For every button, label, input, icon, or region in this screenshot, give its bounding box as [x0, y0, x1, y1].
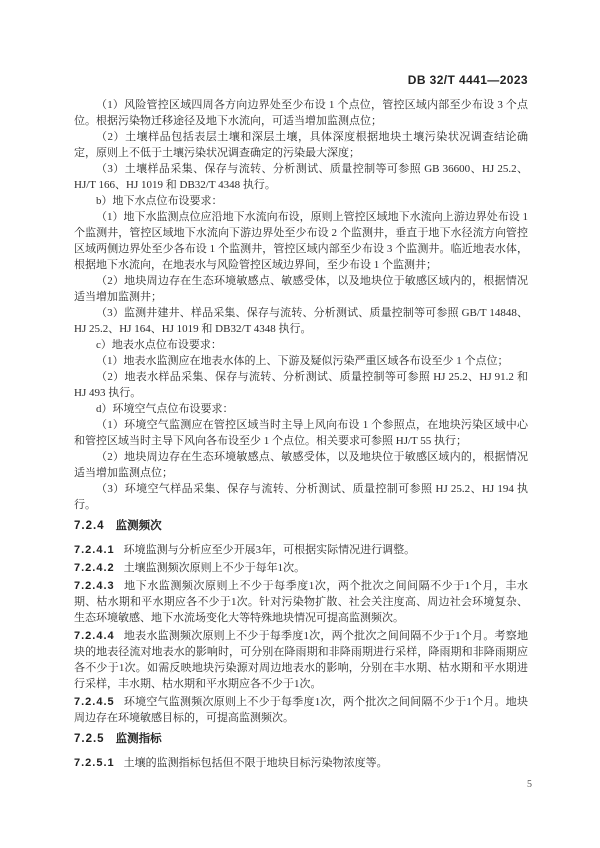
- section-heading-7-2-5: [74, 731, 528, 748]
- section-title: 监测频次: [115, 520, 162, 532]
- section-heading-7-2-4: [74, 518, 528, 535]
- list-item: （1）风险管控区域四周各方向边界处至少布设 1 个点位，管控区域内部至少布设 3 个点位。根据污染物迁移途径及地下水流向，可适当增加监测点位；: [74, 99, 528, 127]
- clause-7-2-4-2: [74, 560, 528, 576]
- page-number: 5: [527, 779, 532, 790]
- list-item: c）地表水点位布设要求：: [96, 339, 222, 351]
- list-item: （1）环境空气监测应在管控区域当时主导上风向布设 1 个参照点，在地块污染区域中心和管控区域当时主导下风向各布设至少 1 个点位。相关要求可参照 HJ/T 55 执行；: [74, 419, 528, 447]
- clause-text: 土壤监测频次原则上不少于每年1次。: [123, 562, 306, 574]
- clause-7-2-4-4: [74, 628, 528, 692]
- section-title: 监测指标: [115, 733, 162, 745]
- section-number: 7.2.4: [74, 520, 105, 532]
- clause-text: 环境监测与分析应至少开展3年，可根据实际情况进行调整。: [123, 544, 416, 556]
- list-item: b）地下水点位布设要求：: [96, 195, 223, 207]
- clause-number: 7.2.4.3: [74, 580, 115, 592]
- list-item: （3）环境空气样品采集、保存与流转、分析测试、质量控制可参照 HJ 25.2、HJ 194 执行。: [74, 483, 528, 511]
- clause-7-2-4-3: [74, 578, 528, 626]
- clause-text: 土壤的监测指标包括但不限于地块目标污染物浓度等。: [123, 757, 388, 769]
- list-item: （2）地块周边存在生态环境敏感点、敏感受体，以及地块位于敏感区域内的，根据情况适当增加监测点位；: [74, 451, 528, 479]
- clause-text: 地下水监测频次原则上不少于每季度1次，两个批次之间间隔不少于1个月，丰水期、枯水期和平水期应各不少于1次。针对污染物扩散、社会关注度高、周边社会环境复杂、生态环境敏感、地下水流场变化大等特殊地块情况可提高监测频次。: [74, 580, 528, 624]
- list-item: （1）地表水监测应在地表水体的上、下游及疑似污染严重区域各布设至少 1 个点位；: [96, 355, 509, 367]
- list-item: d）环境空气点位布设要求：: [96, 403, 234, 415]
- clause-number: 7.2.5.1: [74, 757, 115, 769]
- clause-7-2-4-1: [74, 542, 528, 558]
- clause-7-2-4-5: [74, 694, 528, 726]
- document-body: [74, 97, 528, 773]
- clause-number: 7.2.4.2: [74, 562, 115, 574]
- list-item: （2）地表水样品采集、保存与流转、分析测试、质量控制等可参照 HJ 25.2、HJ 91.2 和 HJ 493 执行。: [74, 371, 528, 399]
- clause-number: 7.2.4.4: [74, 630, 115, 642]
- list-item: （2）土壤样品包括表层土壤和深层土壤，具体深度根据地块土壤污染状况调查结论确定，原则上不低于土壤污染状况调查确定的污染最大深度；: [74, 131, 528, 159]
- section-number: 7.2.5: [74, 733, 105, 745]
- list-item: （1）地下水监测点位应沿地下水流向布设，原则上管控区域地下水流向上游边界处布设 1 个监测井，管控区域地下水流向下游边界处至少布设 2 个监测井，垂直于地下水径流方向管控区域两侧边界处至少各布设 1 个监测井，管控区域内部至少布设 3 个监测井。临近地表水体，根据地下水流向，在地表水与风险管控区域边界间，至少布设 1 个监测井；: [74, 211, 528, 271]
- clause-text: 环境空气监测频次原则上不少于每季度1次，两个批次之间间隔不少于1个月。地块周边存在环境敏感目标的，可提高监测频次。: [74, 696, 528, 724]
- clause-number: 7.2.4.1: [74, 544, 115, 556]
- list-item: （2）地块周边存在生态环境敏感点、敏感受体，以及地块位于敏感区域内的，根据情况适当增加监测井；: [74, 275, 528, 303]
- clause-7-2-5-1: [74, 755, 528, 771]
- clause-text: 地表水监测频次原则上不少于每季度1次，两个批次之间间隔不少于1个月。考察地块的地表径流对地表水的影响时，可分别在降雨期和非降雨期进行采样，降雨期和非降雨期应各不少于1次。如需反映地块污染源对周边地表水的影响，分别在丰水期、枯水期和平水期进行采样，丰水期、枯水期和平水期应各不少于1次。: [74, 630, 528, 690]
- doc-code-header: DB 32/T 4441—2023: [407, 73, 528, 87]
- list-item: （3）监测井建井、样品采集、保存与流转、分析测试、质量控制等可参照 GB/T 14848、HJ 25.2、HJ 164、HJ 1019 和 DB32/T 4348 执行。: [74, 307, 528, 335]
- list-item: （3）土壤样品采集、保存与流转、分析测试、质量控制等可参照 GB 36600、HJ 25.2、HJ/T 166、HJ 1019 和 DB32/T 4348 执行。: [74, 163, 528, 191]
- clause-number: 7.2.4.5: [74, 696, 115, 708]
